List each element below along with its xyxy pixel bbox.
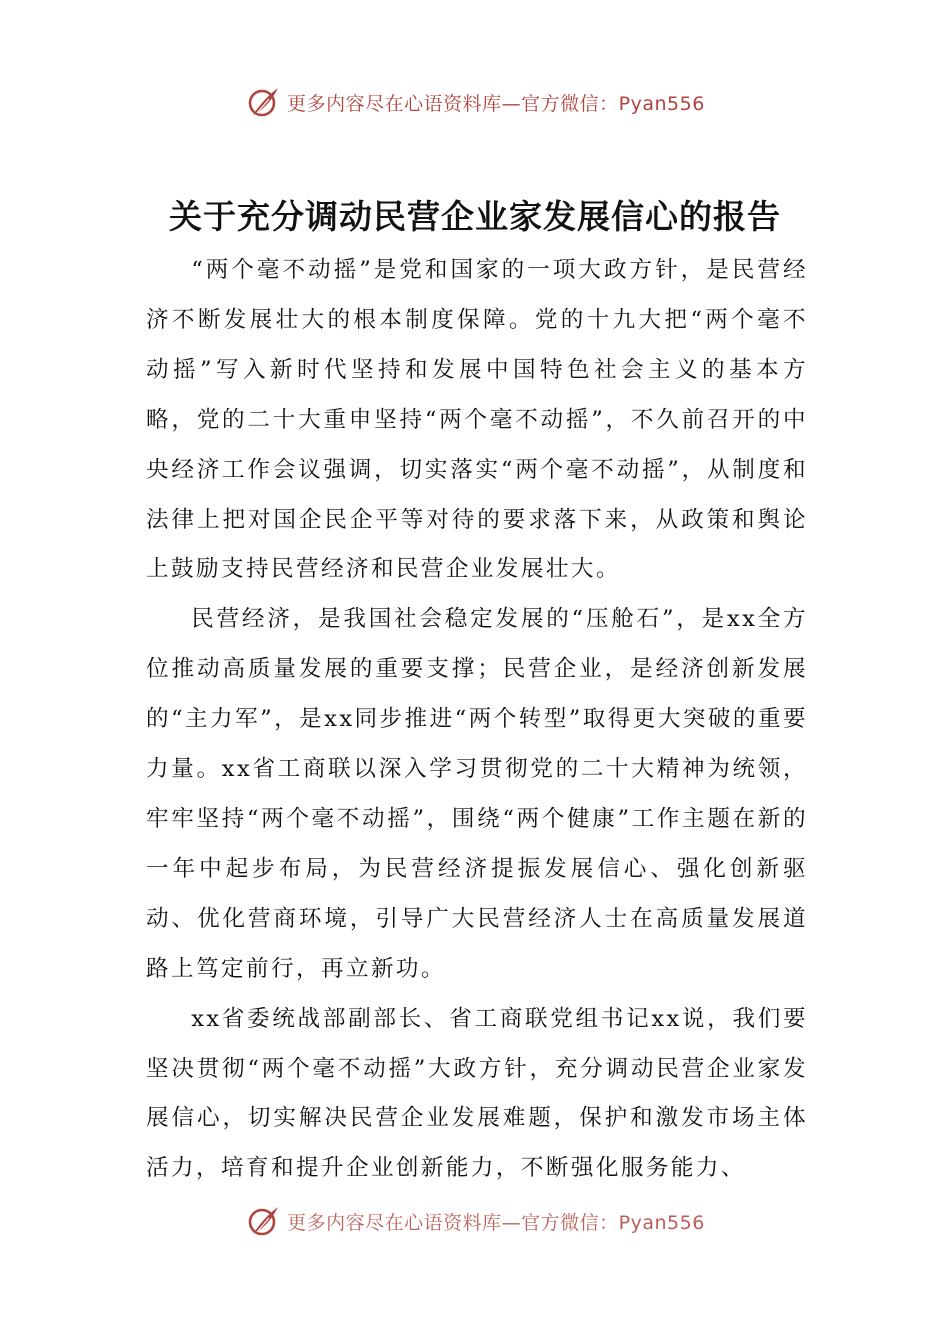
watermark-text: 更多内容尽在心语资料库—官方微信：Pyan556 <box>287 1211 705 1234</box>
quill-pen-circle-icon <box>245 1203 281 1239</box>
watermark-text: 更多内容尽在心语资料库—官方微信：Pyan556 <box>287 92 705 115</box>
header-watermark <box>0 84 950 120</box>
paragraph-1: “两个毫不动摇”是党和国家的一项大政方针，是民营经济不断发展壮大的根本制度保障。党的十九大把“两个毫不动摇”写入新时代坚持和发展中国特色社会主义的基本方略，党的二十大重申坚持“两个毫不动摇”，不久前召开的中央经济工作会议强调，切实落实“两个毫不动摇”，从制度和法律上把对国企民企平等对待的要求落下来，从政策和舆论上鼓励支持民营经济和民营企业发展壮大。 <box>146 257 808 583</box>
paragraph-3: xx省委统战部副部长、省工商联党组书记xx说，我们要坚决贯彻“两个毫不动摇”大政方针，充分调动民营企业家发展信心，切实解决民营企业发展难题，保护和激发市场主体活力，培育和提升企业创新能力，不断强化服务能力、 <box>146 1005 808 1182</box>
document-body <box>146 246 808 1194</box>
quill-pen-circle-icon <box>245 84 281 120</box>
footer-watermark <box>0 1203 950 1239</box>
document-title: 关于充分调动民营企业家发展信心的报告 <box>169 197 781 236</box>
paragraph-2: 民营经济，是我国社会稳定发展的“压舱石”，是xx全方位推动高质量发展的重要支撑；民营企业，是经济创新发展的“主力军”，是xx同步推进“两个转型”取得更大突破的重要力量。xx省工商联以深入学习贯彻党的二十大精神为统领，牢牢坚持“两个毫不动摇”，围绕“两个健康”工作主题在新的一年中起步布局，为民营经济提振发展信心、强化创新驱动、优化营商环境，引导广大民营经济人士在高质量发展道路上笃定前行，再立新功。 <box>146 606 808 982</box>
